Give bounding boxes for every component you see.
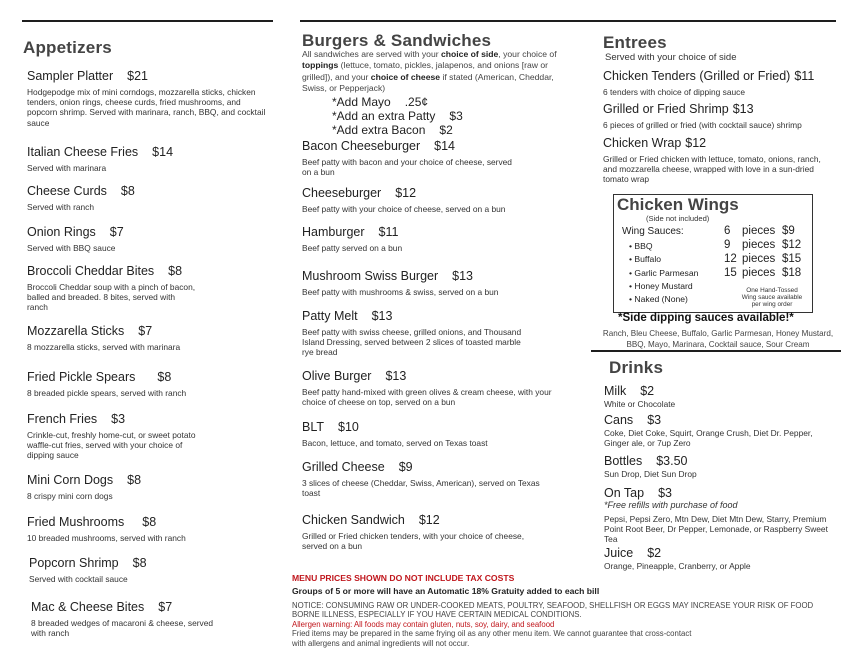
price-row: 15 pieces $18 bbox=[724, 267, 802, 279]
menu-item bbox=[604, 384, 834, 409]
item-desc: 8 breaded wedges of macaroni & cheese, served with ranch bbox=[31, 618, 214, 639]
item-name: Grilled or Fried Shrimp bbox=[603, 102, 729, 116]
item-desc: Coke, Diet Coke, Squirt, Orange Crush, Diet Dr. Pepper, Ginger ale, or 7up Zero bbox=[604, 428, 813, 449]
item-name: Patty Melt bbox=[302, 309, 358, 323]
item-desc: Crinkle-cut, freshly home-cut, or sweet potato waffle-cut fries, served with your choice of dipping sauce bbox=[27, 430, 196, 461]
allergen-warning: Allergen warning: All foods may contain gluten, nuts, soy, dairy, and seafood bbox=[292, 619, 555, 629]
item-name: Fried Mushrooms bbox=[27, 515, 125, 529]
burgers-intro: All sandwiches are served with your choice of side, your choice of toppings (lettuce, tomato, pickles, jalapenos, and onions [raw or grilled]), and your choice of cheese if stated (American, Cheddar, Swiss, or Pepperjack) bbox=[302, 49, 557, 93]
menu-item bbox=[604, 454, 834, 479]
item-price: $3 bbox=[647, 413, 662, 427]
menu-item bbox=[604, 486, 834, 545]
item-price: $11 bbox=[794, 69, 815, 83]
item-desc: 8 breaded pickle spears, served with ranch bbox=[27, 388, 187, 398]
drinks-title: Drinks bbox=[609, 358, 664, 377]
item-price: $3 bbox=[111, 412, 126, 426]
item-desc: 3 slices of cheese (Cheddar, Swiss, American), served on Texas toast bbox=[302, 478, 540, 499]
item-price: $2 bbox=[647, 546, 662, 560]
item-name: Onion Rings bbox=[27, 225, 96, 239]
item-desc: Orange, Pineapple, Cranberry, or Apple bbox=[604, 561, 751, 571]
item-desc: Served with ranch bbox=[27, 202, 95, 212]
item-price: $13 bbox=[371, 309, 393, 323]
item-desc: Beef patty with swiss cheese, grilled onions, and Thousand Island Dressing, served between 2 slices of toasted marble rye bread bbox=[302, 327, 522, 358]
item-name: Sampler Platter bbox=[27, 69, 114, 83]
item-price: $7 bbox=[109, 225, 124, 239]
item-name: Bacon Cheeseburger bbox=[302, 139, 421, 153]
item-price: $14 bbox=[152, 145, 174, 159]
item-desc: Beef patty hand-mixed with green olives & cream cheese, with your choice of cheese on top, served on a bun bbox=[302, 387, 552, 408]
menu-item bbox=[604, 413, 819, 448]
item-name: Grilled Cheese bbox=[302, 460, 385, 474]
item-name: On Tap bbox=[604, 486, 645, 500]
item-desc: Beef patty with your choice of cheese, served on a bun bbox=[302, 204, 506, 214]
item-name: French Fries bbox=[27, 412, 98, 426]
item-desc: Pepsi, Pepsi Zero, Mtn Dew, Diet Mtn Dew, Starry, Premium Point Root Beer, Dr Pepper, Lemonade, or Raspberry Sweet Tea bbox=[604, 514, 828, 545]
wings-note: (Side not included) bbox=[646, 214, 710, 223]
fried-notice: Fried items may be prepared in the same frying oil as any other menu item. We cannot guarantee that cross-contact with allergens and animal ingredients will not occur. bbox=[292, 629, 692, 648]
item-name: Juice bbox=[604, 546, 634, 560]
item-desc: Bacon, lettuce, and tomato, served on Texas toast bbox=[302, 438, 488, 448]
item-desc: White or Chocolate bbox=[604, 399, 676, 409]
item-price: $8 bbox=[142, 515, 157, 529]
addon-item: *Add Mayo .25¢ bbox=[332, 95, 429, 109]
item-desc: 8 crispy mini corn dogs bbox=[27, 491, 113, 501]
price-row: 9 pieces $12 bbox=[724, 239, 802, 251]
item-price: $10 bbox=[338, 420, 359, 434]
dipping-title: *Side dipping sauces available!* bbox=[618, 312, 794, 324]
wing-sauces-label: Wing Sauces: bbox=[622, 226, 684, 237]
item-name: Popcorn Shrimp bbox=[29, 556, 119, 570]
item-price: $13 bbox=[732, 102, 754, 116]
item-name: Mozzarella Sticks bbox=[27, 324, 125, 338]
item-price: $8 bbox=[120, 184, 135, 198]
item-desc: 10 breaded mushrooms, served with ranch bbox=[27, 533, 186, 543]
item-name: Mushroom Swiss Burger bbox=[302, 269, 439, 283]
item-desc: 6 pieces of grilled or fried (with cocktail sauce) shrimp bbox=[603, 120, 802, 130]
entrees-subtitle: Served with your choice of side bbox=[605, 52, 737, 63]
burgers-title: Burgers & Sandwiches bbox=[302, 31, 492, 50]
item-price: $12 bbox=[418, 513, 440, 527]
item-name: Broccoli Cheddar Bites bbox=[27, 264, 155, 278]
item-price: $13 bbox=[452, 269, 474, 283]
price-row: 12 pieces $15 bbox=[724, 253, 802, 265]
item-note: *Free refills with purchase of food bbox=[604, 500, 738, 510]
dipping-list: Ranch, Bleu Cheese, Buffalo, Garlic Parmesan, Honey Mustard, BBQ, Mayo, Marinara, Cocktail sauce, Sour Cream bbox=[602, 329, 834, 349]
item-price: $2 bbox=[640, 384, 655, 398]
price-row: 6 pieces $9 bbox=[724, 225, 795, 237]
item-price: $11 bbox=[378, 225, 399, 239]
wings-footnote: One Hand-Tossed Wing sauce available per wing order bbox=[741, 287, 803, 308]
item-name: Bottles bbox=[604, 454, 643, 468]
addon-item: *Add extra Bacon $2 bbox=[332, 123, 453, 137]
item-price: $8 bbox=[132, 556, 147, 570]
item-desc: Grilled or Fried chicken with lettuce, tomato, onions, ranch, and mozzarella cheese, wrapped with love in a sun-dried tomato wrap bbox=[603, 154, 821, 185]
item-desc: Served with BBQ sauce bbox=[27, 243, 116, 253]
item-price: $7 bbox=[158, 600, 173, 614]
item-desc: Beef patty served on a bun bbox=[302, 243, 403, 253]
item-name: Cheeseburger bbox=[302, 186, 382, 200]
menu-item bbox=[604, 546, 834, 571]
item-name: Chicken Wrap bbox=[603, 136, 682, 150]
item-name: Italian Cheese Fries bbox=[27, 145, 139, 159]
item-name: BLT bbox=[302, 420, 324, 434]
entrees-title: Entrees bbox=[603, 33, 667, 52]
item-desc: 8 mozzarella sticks, served with marinara bbox=[27, 342, 181, 352]
item-price: $12 bbox=[685, 136, 707, 150]
item-name: Cheese Curds bbox=[27, 184, 107, 198]
item-name: Milk bbox=[604, 384, 627, 398]
item-desc: Beef patty with mushrooms & swiss, served on a bun bbox=[302, 287, 499, 297]
item-name: Mac & Cheese Bites bbox=[31, 600, 145, 614]
item-desc: Hodgepodge mix of mini corndogs, mozzarella sticks, chicken tenders, onion rings, cheese curds, fried mushrooms, and popcorn shrimp. Served with marinara, ranch, BBQ, and cocktail sauce bbox=[27, 87, 266, 128]
item-price: $8 bbox=[157, 370, 172, 384]
item-name: Chicken Tenders (Grilled or Fried) bbox=[603, 69, 791, 83]
item-price: $7 bbox=[138, 324, 153, 338]
list-item: • Garlic Parmesan bbox=[629, 267, 699, 278]
item-desc: Served with cocktail sauce bbox=[29, 574, 128, 584]
item-desc: Sun Drop, Diet Sun Drop bbox=[604, 469, 697, 479]
item-name: Chicken Sandwich bbox=[302, 513, 405, 527]
item-desc: Grilled or Fried chicken tenders, with your choice of cheese, served on a bun bbox=[302, 531, 525, 552]
item-price: $14 bbox=[434, 139, 455, 153]
list-item: • Naked (None) bbox=[629, 294, 688, 305]
item-desc: Beef patty with bacon and your choice of cheese, served on a bun bbox=[302, 157, 512, 178]
health-notice: NOTICE: CONSUMING RAW OR UNDER-COOKED MEATS, POULTRY, SEAFOOD, SHELLFISH OR EGGS MAY INCREASE YOUR RISK OF FOOD BORNE ILLNESS, ESPECIALLY IF YOU HAVE CERTAIN MEDICAL CONDITIONS. bbox=[292, 601, 814, 620]
item-name: Mini Corn Dogs bbox=[27, 473, 114, 487]
item-name: Olive Burger bbox=[302, 369, 372, 383]
list-item: • Buffalo bbox=[629, 254, 662, 265]
item-price: $9 bbox=[398, 460, 413, 474]
item-price: $21 bbox=[127, 69, 149, 83]
item-price: $12 bbox=[395, 186, 417, 200]
item-price: $3 bbox=[658, 486, 672, 500]
addon-item: *Add an extra Patty $3 bbox=[332, 109, 463, 123]
wings-title: Chicken Wings bbox=[617, 195, 739, 214]
item-desc: Broccoli Cheddar soup with a pinch of bacon, balled and breaded. 8 bites, served with ranch bbox=[27, 282, 196, 313]
list-item: • Honey Mustard bbox=[629, 280, 693, 291]
item-name: Cans bbox=[604, 413, 634, 427]
item-price: $3.50 bbox=[656, 454, 688, 468]
item-desc: 6 tenders with choice of dipping sauce bbox=[603, 87, 745, 97]
list-item: • BBQ bbox=[629, 241, 653, 251]
tax-notice: MENU PRICES SHOWN DO NOT INCLUDE TAX COSTS bbox=[292, 573, 515, 583]
item-price: $13 bbox=[385, 369, 407, 383]
gratuity-notice: Groups of 5 or more will have an Automatic 18% Gratuity added to each bill bbox=[292, 586, 600, 596]
item-name: Fried Pickle Spears bbox=[27, 370, 136, 384]
appetizers-title: Appetizers bbox=[23, 38, 112, 57]
item-price: $8 bbox=[127, 473, 142, 487]
item-desc: Served with marinara bbox=[27, 163, 107, 173]
item-price: $8 bbox=[168, 264, 183, 278]
item-name: Hamburger bbox=[302, 225, 365, 239]
